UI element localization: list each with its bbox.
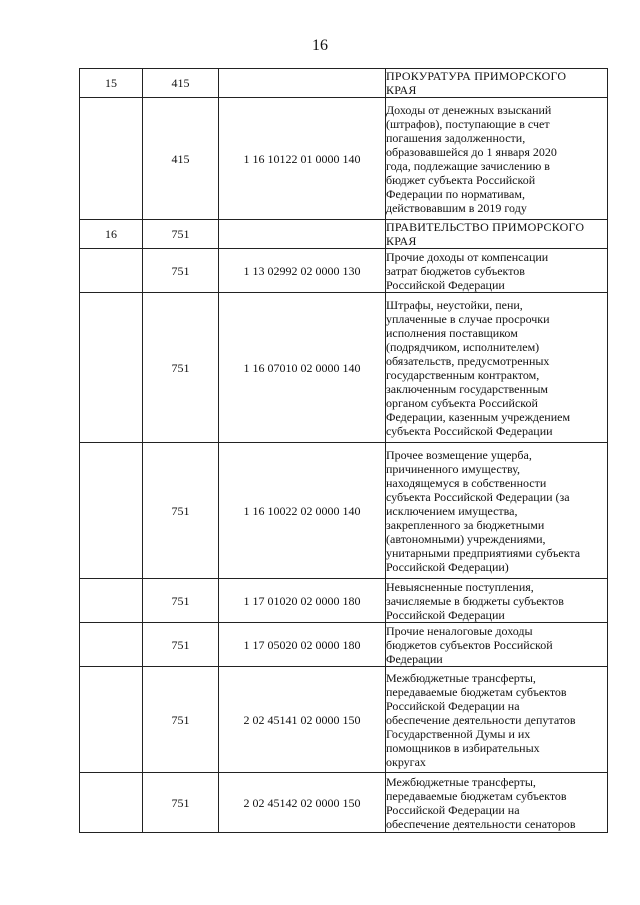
description-line: исполнения поставщиком: [386, 325, 518, 340]
description-cell: [386, 667, 608, 773]
description-line: Российской Федерации на: [386, 802, 520, 817]
admin-code-cell: 415: [143, 69, 219, 98]
description-line: зачисляемые в бюджеты субъектов: [386, 593, 564, 608]
admin-code-cell: 751: [143, 249, 219, 293]
description-line: ПРАВИТЕЛЬСТВО ПРИМОРСКОГО: [386, 220, 585, 234]
table-row: [80, 667, 608, 773]
description-line: образовавшейся до 1 января 2020: [386, 144, 557, 159]
budget-class-code-cell: 1 16 07010 02 0000 140: [219, 293, 386, 443]
row-number-cell: [80, 98, 143, 220]
row-number-cell: 16: [80, 220, 143, 249]
description-line: находящемуся в собственности: [386, 475, 547, 490]
table-row: [80, 579, 608, 623]
description-line: Российской Федерации: [386, 607, 505, 622]
row-number-cell: [80, 249, 143, 293]
description-line: ПРОКУРАТУРА ПРИМОРСКОГО: [386, 69, 567, 83]
description-line: органом субъекта Российской: [386, 395, 538, 410]
description-line: Межбюджетные трансферты,: [386, 774, 536, 789]
revenue-codes-table: [79, 68, 608, 833]
row-number-cell: [80, 579, 143, 623]
description-line: закрепленного за бюджетными: [386, 517, 545, 532]
description-cell: [386, 249, 608, 293]
description-line: погашения задолженности,: [386, 130, 526, 145]
table-row: [80, 69, 608, 98]
budget-class-code-cell: 1 16 10122 01 0000 140: [219, 98, 386, 220]
description-cell: [386, 443, 608, 579]
description-line: Межбюджетные трансферты,: [386, 670, 536, 685]
description-line: КРАЯ: [386, 83, 417, 97]
description-line: (автономными) учреждениями,: [386, 531, 546, 546]
description-line: причиненного имуществу,: [386, 461, 521, 476]
budget-class-code-cell: 2 02 45142 02 0000 150: [219, 773, 386, 833]
row-number-cell: [80, 773, 143, 833]
budget-class-code-cell: [219, 220, 386, 249]
description-line: Доходы от денежных взысканий: [386, 102, 552, 117]
admin-code-cell: 751: [143, 773, 219, 833]
description-line: (подрядчиком, исполнителем): [386, 339, 540, 354]
description-line: Федерации, казенным учреждением: [386, 409, 571, 424]
description-line: обеспечение деятельности депутатов: [386, 712, 576, 727]
description-cell: [386, 220, 608, 249]
description-line: затрат бюджетов субъектов: [386, 263, 525, 278]
description-line: Российской Федерации): [386, 559, 509, 574]
description-line: Российской Федерации: [386, 277, 505, 292]
admin-code-cell: 751: [143, 443, 219, 579]
description-line: исключением имущества,: [386, 503, 518, 518]
description-line: Российской Федерации на: [386, 698, 520, 713]
table-body: [80, 69, 608, 833]
description-cell: [386, 69, 608, 98]
admin-code-cell: 751: [143, 579, 219, 623]
description-line: (штрафов), поступающие в счет: [386, 116, 550, 131]
description-line: помощников в избирательных: [386, 740, 540, 755]
table-row: [80, 623, 608, 667]
budget-class-code-cell: [219, 69, 386, 98]
description-line: Прочие доходы от компенсации: [386, 249, 549, 264]
description-line: Невыясненные поступления,: [386, 579, 534, 594]
description-line: обеспечение деятельности сенаторов: [386, 816, 576, 831]
description-line: Государственной Думы и их: [386, 726, 531, 741]
table-row: [80, 249, 608, 293]
row-number-cell: 15: [80, 69, 143, 98]
admin-code-cell: 751: [143, 667, 219, 773]
description-line: субъекта Российской Федерации: [386, 423, 553, 438]
description-cell: [386, 293, 608, 443]
description-line: государственным контрактом,: [386, 367, 540, 382]
description-line: действовавшим в 2019 году: [386, 200, 527, 215]
description-line: передаваемые бюджетам субъектов: [386, 788, 567, 803]
table-row: [80, 220, 608, 249]
description-cell: [386, 579, 608, 623]
description-cell: [386, 623, 608, 667]
description-cell: [386, 98, 608, 220]
description-line: бюджет субъекта Российской: [386, 172, 536, 187]
description-line: бюджетов субъектов Российской: [386, 637, 553, 652]
description-line: унитарными предприятиями субъекта: [386, 545, 581, 560]
budget-class-code-cell: 1 13 02992 02 0000 130: [219, 249, 386, 293]
description-line: Федерации: [386, 651, 443, 666]
table-row: [80, 98, 608, 220]
description-line: Прочие неналоговые доходы: [386, 623, 533, 638]
row-number-cell: [80, 443, 143, 579]
table-row: [80, 443, 608, 579]
table-row: [80, 293, 608, 443]
table-row: [80, 773, 608, 833]
budget-class-code-cell: 1 17 05020 02 0000 180: [219, 623, 386, 667]
page-number: 16: [312, 37, 328, 54]
admin-code-cell: 751: [143, 623, 219, 667]
row-number-cell: [80, 667, 143, 773]
description-line: передаваемые бюджетам субъектов: [386, 684, 567, 699]
description-line: года, подлежащие зачислению в: [386, 158, 550, 173]
description-line: обязательств, предусмотренных: [386, 353, 550, 368]
row-number-cell: [80, 293, 143, 443]
budget-class-code-cell: 1 16 10022 02 0000 140: [219, 443, 386, 579]
description-line: субъекта Российской Федерации (за: [386, 489, 570, 504]
description-line: Прочее возмещение ущерба,: [386, 447, 532, 462]
admin-code-cell: 751: [143, 293, 219, 443]
budget-class-code-cell: 2 02 45141 02 0000 150: [219, 667, 386, 773]
description-line: заключенным государственным: [386, 381, 549, 396]
description-line: уплаченные в случае просрочки: [386, 311, 550, 326]
admin-code-cell: 415: [143, 98, 219, 220]
row-number-cell: [80, 623, 143, 667]
description-line: округах: [386, 754, 426, 769]
description-line: Штрафы, неустойки, пени,: [386, 297, 523, 312]
budget-class-code-cell: 1 17 01020 02 0000 180: [219, 579, 386, 623]
admin-code-cell: 751: [143, 220, 219, 249]
description-line: КРАЯ: [386, 234, 417, 248]
description-cell: [386, 773, 608, 833]
description-line: Федерации по нормативам,: [386, 186, 525, 201]
